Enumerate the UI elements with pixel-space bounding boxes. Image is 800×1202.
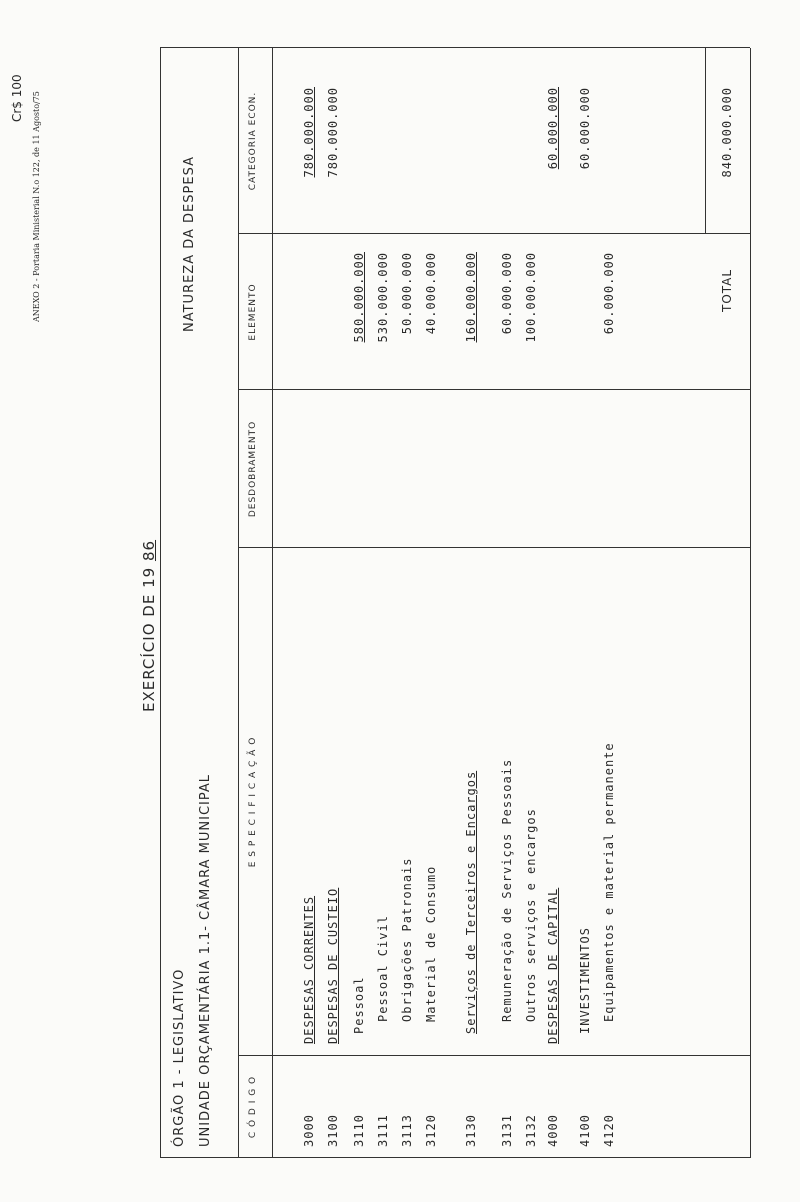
row-elemento: 60.000.000 xyxy=(500,252,514,335)
row-code: 3120 xyxy=(424,1114,438,1147)
total-value: 840.000.000 xyxy=(720,87,734,178)
row-label: Obrigações Patronais xyxy=(400,857,414,1022)
row-code: 3113 xyxy=(400,1114,414,1147)
row-code: 3110 xyxy=(352,1114,366,1147)
row-label: Remuneração de Serviços Pessoais xyxy=(500,758,514,1022)
row-label: Pessoal xyxy=(352,976,366,1034)
row-categoria: 780.000.000 xyxy=(302,87,316,178)
row-elemento: 160.000.000 xyxy=(464,252,478,343)
exercicio-prefix: EXERCÍCIO DE 19 xyxy=(140,566,158,712)
col-desdobramento: DESDOBRAMENTO xyxy=(248,420,258,518)
row-label: Equipamentos e material permanente xyxy=(602,742,616,1022)
natureza-label: NATUREZA DA DESPESA xyxy=(182,156,197,332)
currency-unit: Cr$ 100 xyxy=(10,74,24,122)
row-label: Outros serviços e encargos xyxy=(524,808,538,1022)
total-separator xyxy=(705,48,706,234)
col-sep-4 xyxy=(238,233,750,234)
header-separator xyxy=(238,48,239,1158)
colhead-separator xyxy=(272,48,273,1158)
col-especificacao: E S P E C I F I C A Ç Ã O xyxy=(248,736,258,868)
frame-bottom xyxy=(750,48,751,1158)
col-sep-3 xyxy=(238,389,750,390)
row-elemento: 60.000.000 xyxy=(602,252,616,335)
row-elemento: 530.000.000 xyxy=(376,252,390,343)
col-sep-2 xyxy=(238,547,750,548)
row-code: 4000 xyxy=(546,1114,560,1147)
row-code: 3111 xyxy=(376,1114,390,1147)
row-elemento: 580.000.000 xyxy=(352,252,366,343)
row-code: 4120 xyxy=(602,1114,616,1147)
frame-top xyxy=(160,48,161,1158)
row-label: Material de Consumo xyxy=(424,865,438,1022)
exercicio-title xyxy=(140,540,158,712)
col-sep-1 xyxy=(238,1055,750,1056)
row-elemento: 100.000.000 xyxy=(524,252,538,343)
row-categoria: 60.000.000 xyxy=(578,87,592,170)
row-elemento: 50.000.000 xyxy=(400,252,414,335)
col-elemento: ELEMENTO xyxy=(248,283,258,341)
total-label: TOTAL xyxy=(720,268,734,312)
row-code: 3131 xyxy=(500,1114,514,1147)
row-label: Pessoal Civil xyxy=(376,915,390,1022)
row-elemento: 40.000.000 xyxy=(424,252,438,335)
row-code: 4100 xyxy=(578,1114,592,1147)
row-categoria: 780.000.000 xyxy=(326,87,340,178)
row-code: 3132 xyxy=(524,1114,538,1147)
annex-reference: ANEXO 2 - Portaria Ministerial N.o 122, de 11 Agosto/75 xyxy=(32,91,41,322)
row-label: DESPESAS DE CAPITAL xyxy=(546,887,560,1044)
row-code: 3130 xyxy=(464,1114,478,1147)
row-label: INVESTIMENTOS xyxy=(578,927,592,1034)
row-label: DESPESAS CORRENTES xyxy=(302,895,316,1044)
col-categoria: CATEGORIA ECON. xyxy=(248,91,258,191)
row-categoria: 60.000.000 xyxy=(546,87,560,170)
row-code: 3000 xyxy=(302,1114,316,1147)
col-codigo: C Ó D I G O xyxy=(248,1075,258,1139)
unidade-label: UNIDADE ORÇAMENTÁRIA 1.1- CÂMARA MUNICIPAL xyxy=(198,773,213,1147)
exercicio-year: 86 xyxy=(140,539,158,562)
row-label: DESPESAS DE CUSTEIO xyxy=(326,887,340,1044)
orgao-label: ÓRGÃO 1 - LEGISLATIVO xyxy=(172,968,187,1147)
row-label: Serviços de Terceiros e Encargos xyxy=(464,770,478,1034)
row-code: 3100 xyxy=(326,1114,340,1147)
